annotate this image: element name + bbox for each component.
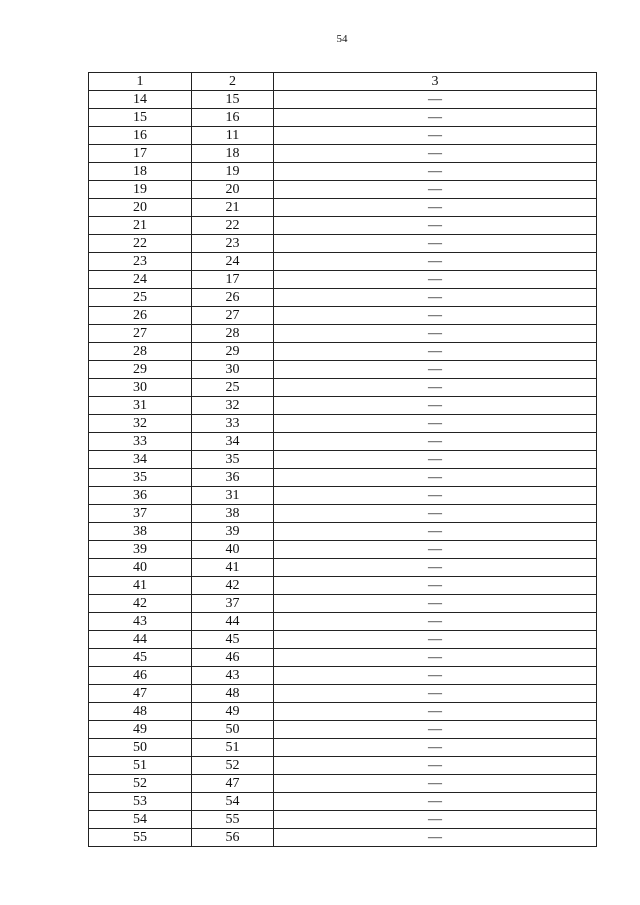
table-row xyxy=(89,505,597,523)
table-row xyxy=(89,595,597,613)
table-cell-col-3: — xyxy=(274,757,597,775)
table-cell-col-3: — xyxy=(274,163,597,181)
table-cell-col-1: 34 xyxy=(89,451,192,469)
table-header xyxy=(89,73,597,91)
table-cell-col-1: 48 xyxy=(89,703,192,721)
table-row xyxy=(89,379,597,397)
table-cell-col-1: 55 xyxy=(89,829,192,847)
table-cell-col-3: — xyxy=(274,181,597,199)
table-cell-col-3: — xyxy=(274,613,597,631)
table-row xyxy=(89,451,597,469)
table-row xyxy=(89,433,597,451)
table-cell-col-1: 39 xyxy=(89,541,192,559)
table-cell-col-2: 23 xyxy=(192,235,274,253)
table-row xyxy=(89,757,597,775)
table-cell-col-2: 36 xyxy=(192,469,274,487)
table-row xyxy=(89,559,597,577)
table-cell-col-3: — xyxy=(274,253,597,271)
table-cell-col-3: — xyxy=(274,379,597,397)
table-cell-col-2: 41 xyxy=(192,559,274,577)
table-cell-col-3: — xyxy=(274,487,597,505)
table-cell-col-3: — xyxy=(274,217,597,235)
table-row xyxy=(89,181,597,199)
table-cell-col-3: — xyxy=(274,469,597,487)
table-cell-col-1: 15 xyxy=(89,109,192,127)
table-cell-col-2: 56 xyxy=(192,829,274,847)
table-cell-col-2: 52 xyxy=(192,757,274,775)
table-cell-col-1: 42 xyxy=(89,595,192,613)
table-cell-col-1: 31 xyxy=(89,397,192,415)
table-cell-col-1: 54 xyxy=(89,811,192,829)
table-row xyxy=(89,811,597,829)
table-cell-col-2: 50 xyxy=(192,721,274,739)
table-cell-col-1: 20 xyxy=(89,199,192,217)
table-cell-col-2: 11 xyxy=(192,127,274,145)
table-cell-col-3: — xyxy=(274,685,597,703)
table-row xyxy=(89,703,597,721)
table-cell-col-1: 33 xyxy=(89,433,192,451)
table-cell-col-3: — xyxy=(274,271,597,289)
table-cell-col-3: — xyxy=(274,91,597,109)
table-cell-col-2: 55 xyxy=(192,811,274,829)
table-cell-col-2: 45 xyxy=(192,631,274,649)
table-cell-col-3: — xyxy=(274,595,597,613)
table-cell-col-3: — xyxy=(274,703,597,721)
table-cell-col-1: 21 xyxy=(89,217,192,235)
table-row xyxy=(89,397,597,415)
table-cell-col-3: — xyxy=(274,235,597,253)
table-cell-col-3: — xyxy=(274,127,597,145)
table-row xyxy=(89,613,597,631)
table-cell-col-3: — xyxy=(274,289,597,307)
column-header-2: 2 xyxy=(192,73,274,91)
table-row xyxy=(89,631,597,649)
table-cell-col-2: 38 xyxy=(192,505,274,523)
table-row xyxy=(89,829,597,847)
table-cell-col-3: — xyxy=(274,343,597,361)
table-cell-col-3: — xyxy=(274,577,597,595)
table-cell-col-3: — xyxy=(274,505,597,523)
table-cell-col-1: 32 xyxy=(89,415,192,433)
table-cell-col-2: 47 xyxy=(192,775,274,793)
table-cell-col-1: 23 xyxy=(89,253,192,271)
table-cell-col-2: 42 xyxy=(192,577,274,595)
page-number: 54 xyxy=(336,33,348,45)
table-cell-col-1: 26 xyxy=(89,307,192,325)
table-row xyxy=(89,649,597,667)
table-row xyxy=(89,739,597,757)
table-cell-col-2: 15 xyxy=(192,91,274,109)
table-cell-col-1: 37 xyxy=(89,505,192,523)
table-cell-col-2: 19 xyxy=(192,163,274,181)
table-row xyxy=(89,487,597,505)
table-cell-col-2: 54 xyxy=(192,793,274,811)
table-cell-col-1: 18 xyxy=(89,163,192,181)
data-table xyxy=(88,72,597,847)
table-cell-col-3: — xyxy=(274,811,597,829)
table-row xyxy=(89,145,597,163)
table-cell-col-3: — xyxy=(274,667,597,685)
table-cell-col-1: 51 xyxy=(89,757,192,775)
table-cell-col-1: 22 xyxy=(89,235,192,253)
table-cell-col-1: 17 xyxy=(89,145,192,163)
table-row xyxy=(89,325,597,343)
table-row xyxy=(89,199,597,217)
table-cell-col-3: — xyxy=(274,325,597,343)
table-cell-col-2: 24 xyxy=(192,253,274,271)
table-cell-col-2: 17 xyxy=(192,271,274,289)
table-cell-col-1: 14 xyxy=(89,91,192,109)
table-cell-col-3: — xyxy=(274,145,597,163)
table-cell-col-2: 21 xyxy=(192,199,274,217)
table-cell-col-2: 34 xyxy=(192,433,274,451)
table-cell-col-3: — xyxy=(274,541,597,559)
table-cell-col-3: — xyxy=(274,559,597,577)
table-cell-col-3: — xyxy=(274,739,597,757)
table-cell-col-3: — xyxy=(274,721,597,739)
table-row xyxy=(89,415,597,433)
table-cell-col-2: 37 xyxy=(192,595,274,613)
table-cell-col-2: 44 xyxy=(192,613,274,631)
table-cell-col-1: 36 xyxy=(89,487,192,505)
table-row xyxy=(89,721,597,739)
table-row xyxy=(89,667,597,685)
table-header-row xyxy=(89,73,597,91)
table-row xyxy=(89,343,597,361)
table-cell-col-3: — xyxy=(274,397,597,415)
table-row xyxy=(89,253,597,271)
table-cell-col-1: 53 xyxy=(89,793,192,811)
table-cell-col-2: 22 xyxy=(192,217,274,235)
table-cell-col-1: 27 xyxy=(89,325,192,343)
table-row xyxy=(89,235,597,253)
table-row xyxy=(89,523,597,541)
table-cell-col-3: — xyxy=(274,199,597,217)
table-row xyxy=(89,217,597,235)
table-cell-col-2: 35 xyxy=(192,451,274,469)
table-cell-col-3: — xyxy=(274,631,597,649)
table-cell-col-2: 51 xyxy=(192,739,274,757)
table-cell-col-2: 29 xyxy=(192,343,274,361)
table-cell-col-3: — xyxy=(274,361,597,379)
table-cell-col-1: 19 xyxy=(89,181,192,199)
table-cell-col-1: 47 xyxy=(89,685,192,703)
table-row xyxy=(89,307,597,325)
table-cell-col-1: 29 xyxy=(89,361,192,379)
table-body xyxy=(89,91,597,847)
table-cell-col-2: 25 xyxy=(192,379,274,397)
table-row xyxy=(89,361,597,379)
table-row xyxy=(89,541,597,559)
table-cell-col-1: 41 xyxy=(89,577,192,595)
column-header-3: 3 xyxy=(274,73,597,91)
table-cell-col-1: 28 xyxy=(89,343,192,361)
table-cell-col-1: 46 xyxy=(89,667,192,685)
table-cell-col-1: 30 xyxy=(89,379,192,397)
table-row xyxy=(89,775,597,793)
table-cell-col-3: — xyxy=(274,829,597,847)
table-cell-col-1: 49 xyxy=(89,721,192,739)
table-row xyxy=(89,127,597,145)
table-cell-col-1: 38 xyxy=(89,523,192,541)
table-row xyxy=(89,289,597,307)
table-cell-col-1: 43 xyxy=(89,613,192,631)
table-cell-col-1: 16 xyxy=(89,127,192,145)
table-row xyxy=(89,469,597,487)
table-cell-col-2: 27 xyxy=(192,307,274,325)
table-row xyxy=(89,577,597,595)
table-row xyxy=(89,91,597,109)
table-cell-col-2: 46 xyxy=(192,649,274,667)
table-cell-col-3: — xyxy=(274,109,597,127)
table-row xyxy=(89,271,597,289)
table-cell-col-2: 18 xyxy=(192,145,274,163)
table-cell-col-2: 33 xyxy=(192,415,274,433)
table-cell-col-3: — xyxy=(274,649,597,667)
table-cell-col-2: 48 xyxy=(192,685,274,703)
table-cell-col-1: 40 xyxy=(89,559,192,577)
table-cell-col-3: — xyxy=(274,523,597,541)
table-cell-col-3: — xyxy=(274,415,597,433)
table-cell-col-1: 44 xyxy=(89,631,192,649)
table-cell-col-2: 30 xyxy=(192,361,274,379)
table-cell-col-2: 16 xyxy=(192,109,274,127)
table-cell-col-2: 31 xyxy=(192,487,274,505)
table-cell-col-1: 25 xyxy=(89,289,192,307)
table-cell-col-1: 52 xyxy=(89,775,192,793)
table-row xyxy=(89,793,597,811)
table-cell-col-1: 45 xyxy=(89,649,192,667)
table-cell-col-2: 26 xyxy=(192,289,274,307)
table-cell-col-1: 35 xyxy=(89,469,192,487)
table-cell-col-3: — xyxy=(274,451,597,469)
table-cell-col-1: 50 xyxy=(89,739,192,757)
table-cell-col-2: 40 xyxy=(192,541,274,559)
table-cell-col-2: 32 xyxy=(192,397,274,415)
table-cell-col-3: — xyxy=(274,307,597,325)
column-header-1: 1 xyxy=(89,73,192,91)
table-cell-col-2: 49 xyxy=(192,703,274,721)
table-cell-col-2: 43 xyxy=(192,667,274,685)
table-row xyxy=(89,163,597,181)
table-cell-col-3: — xyxy=(274,775,597,793)
table-row xyxy=(89,109,597,127)
table-cell-col-3: — xyxy=(274,433,597,451)
table-row xyxy=(89,685,597,703)
table-cell-col-2: 28 xyxy=(192,325,274,343)
table-cell-col-3: — xyxy=(274,793,597,811)
table-cell-col-2: 39 xyxy=(192,523,274,541)
table-cell-col-2: 20 xyxy=(192,181,274,199)
table-cell-col-1: 24 xyxy=(89,271,192,289)
